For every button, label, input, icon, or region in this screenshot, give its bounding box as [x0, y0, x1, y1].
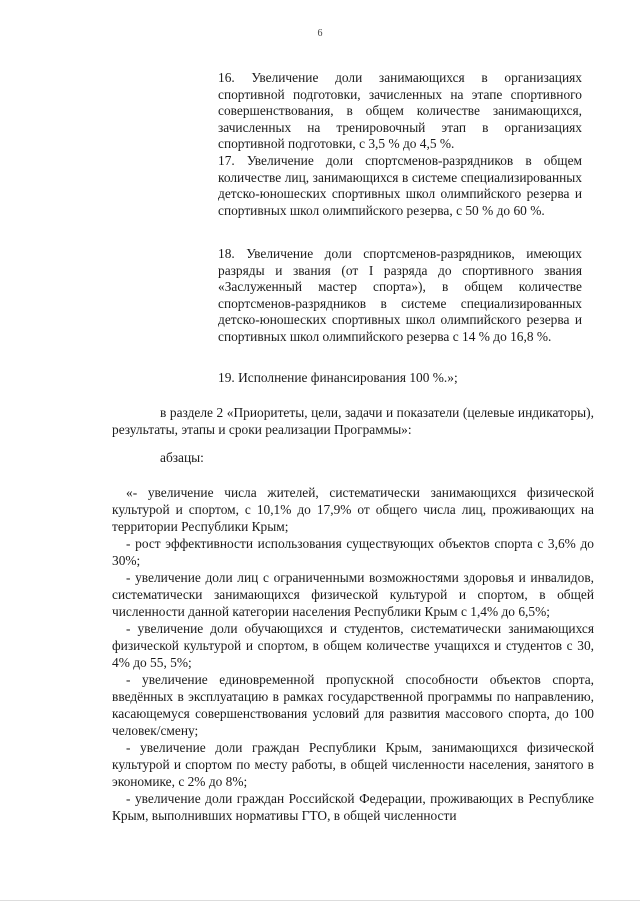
page-number: 6 — [317, 28, 323, 39]
paragraphs-label-text: абзацы: — [160, 450, 204, 465]
section-intro-text: в разделе 2 «Приоритеты, цели, задачи и показатели (целевые индикаторы), результаты, этапы и сроки реализации Программы»: — [112, 405, 594, 437]
indicator-text: 16. Увеличение доли занимающихся в организациях спортивной подготовки, зачисленных на этапе спортивного совершенствования, в общем количестве занимающихся, зачисленных на тренировочный этап в организациях спортивной подготовки, с 3,5 % до 4,5 %. — [218, 70, 582, 152]
indicator-text: 19. Исполнение финансирования 100 %.»; — [218, 370, 458, 385]
bullet-item: - увеличение доли граждан Российской Федерации, проживающих в Республике Крым, выполнивших нормативы ГТО, в общей численности — [112, 791, 594, 823]
indicator-17 — [218, 153, 582, 219]
indicator-19 — [218, 370, 582, 387]
paragraphs-label — [160, 449, 640, 466]
bullet-item: - увеличение единовременной пропускной способности объектов спорта, введённых в эксплуатацию в рамках государственной программы по направлению, касающемуся совершенствования условий для развития массового спорта, до 100 человек/смену; — [112, 672, 594, 738]
bullet-item: «- увеличение числа жителей, систематически занимающихся физической культурой и спортом, с 10,1% до 17,9% от общего числа лиц, проживающих на территории Республики Крым; — [112, 485, 594, 534]
bullet-list — [112, 484, 594, 824]
indicator-text: 17. Увеличение доли спортсменов-разрядников в общем количестве лиц, занимающихся в системе специализированных детско-юношеских спортивных школ олимпийского резерва и спортивных школ олимпийского резерва, с 50 % до 60 %. — [218, 153, 582, 218]
bullet-item: - увеличение доли обучающихся и студентов, систематически занимающихся физической культурой и спортом, в общем количестве учащихся и студентов с 30, 4% до 55, 5%; — [112, 621, 594, 670]
indicator-18 — [218, 246, 582, 346]
indicator-text: 18. Увеличение доли спортсменов-разрядников, имеющих разряды и звания (от I разряда до спортивного звания «Заслуженный мастер спорта»), в общем количестве спортсменов-разрядников в системе специализированных детско-юношеских спортивных школ олимпийского резерва и спортивных школ олимпийского резерва с 14 % до 16,8 %. — [218, 246, 582, 344]
bullet-item: - увеличение доли граждан Республики Крым, занимающихся физической культурой и спортом по месту работы, в общей численности населения, занятого в экономике, с 2% до 8%; — [112, 740, 594, 789]
indicator-16 — [218, 70, 582, 153]
bullet-item: - рост эффективности использования существующих объектов спорта с 3,6% до 30%; — [112, 536, 594, 568]
page-bottom-edge — [0, 900, 640, 901]
section-intro — [112, 404, 594, 438]
bullet-item: - увеличение доли лиц с ограниченными возможностями здоровья и инвалидов, систематически занимающихся физической культурой и спортом, в общей численности данной категории населения Республики Крым с 1,4% до 6,5%; — [112, 570, 594, 619]
